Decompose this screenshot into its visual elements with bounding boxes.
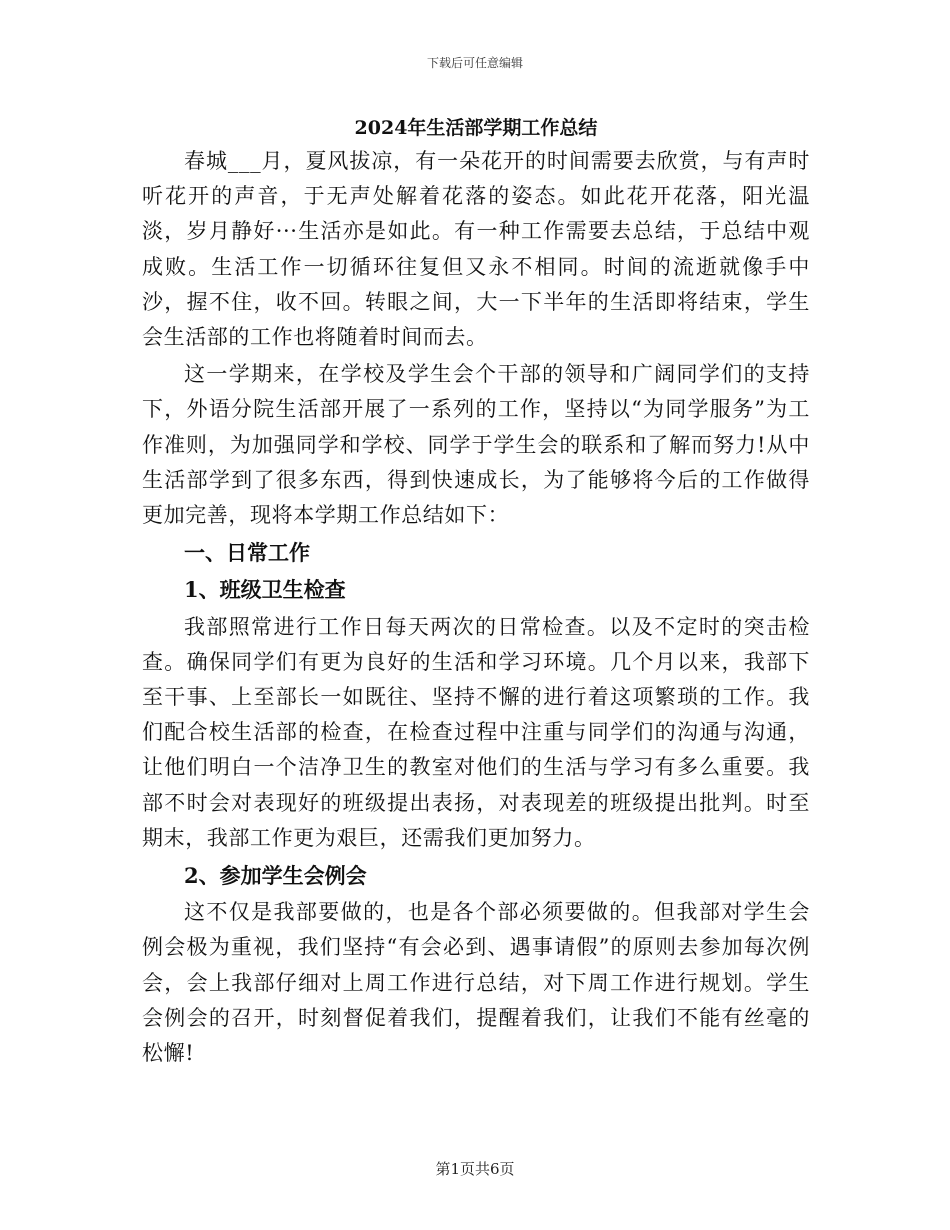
document-title: 2024年生活部学期工作总结 xyxy=(354,117,598,139)
paragraph-student-union-meeting: 这不仅是我部要做的，也是各个部必须要做的。但我部对学生会例会极为重视，我们坚持“有会必到、遇事请假”的原则去参加每次例会，会上我部仔细对上周工作进行总结，对下周工作进行规划。学生会例会的召开，时刻督促着我们，提醒着我们，让我们不能有丝毫的松懈! xyxy=(142,900,810,1066)
subheading-student-union-meeting: 2、参加学生会例会 xyxy=(184,863,367,889)
intro-paragraph-2: 这一学期来，在学校及学生会个干部的领导和广阔同学们的支持下，外语分院生活部开展了一系列的工作，坚持以“为同学服务”为工作准则，为加强同学和学校、同学于学生会的联系和了解而努力!从中生活部学到了很多东西，得到快速成长，为了能够将今后的工作做得更加完善，现将本学期工作总结如下： xyxy=(142,362,810,528)
paragraph-class-hygiene: 我部照常进行工作日每天两次的日常检查。以及不定时的突击检查。确保同学们有更为良好的生活和学习环境。几个月以来，我部下至干事、上至部长一如既往、坚持不懈的进行着这项繁琐的工作。我们配合校生活部的检查，在检查过程中注重与同学们的沟通与沟通，让他们明白一个洁净卫生的教室对他们的生活与学习有多么重要。我部不时会对表现好的班级提出表扬，对表现差的班级提出批判。时至期末，我部工作更为艰巨，还需我们更加努力。 xyxy=(142,614,810,850)
document-body xyxy=(142,112,810,1073)
subheading-class-hygiene: 1、班级卫生检查 xyxy=(184,577,346,603)
page-indicator: 第1页共6页 xyxy=(435,1160,515,1178)
intro-paragraph-1: 春城___月，夏风拔凉，有一朵花开的时间需要去欣赏，与有声时听花开的声音，于无声处解着花落的姿态。如此花开花落，阳光温淡，岁月静好···生活亦是如此。有一种工作需要去总结，于总结中观成败。生活工作一切循环往复但又永不相同。时间的流逝就像手中沙，握不住，收不回。转眼之间，大一下半年的生活即将结束，学生会生活部的工作也将随着时间而去。 xyxy=(142,149,810,350)
header-note: 下载后可任意编辑 xyxy=(426,56,523,70)
section-heading-daily-work: 一、日常工作 xyxy=(184,540,310,566)
